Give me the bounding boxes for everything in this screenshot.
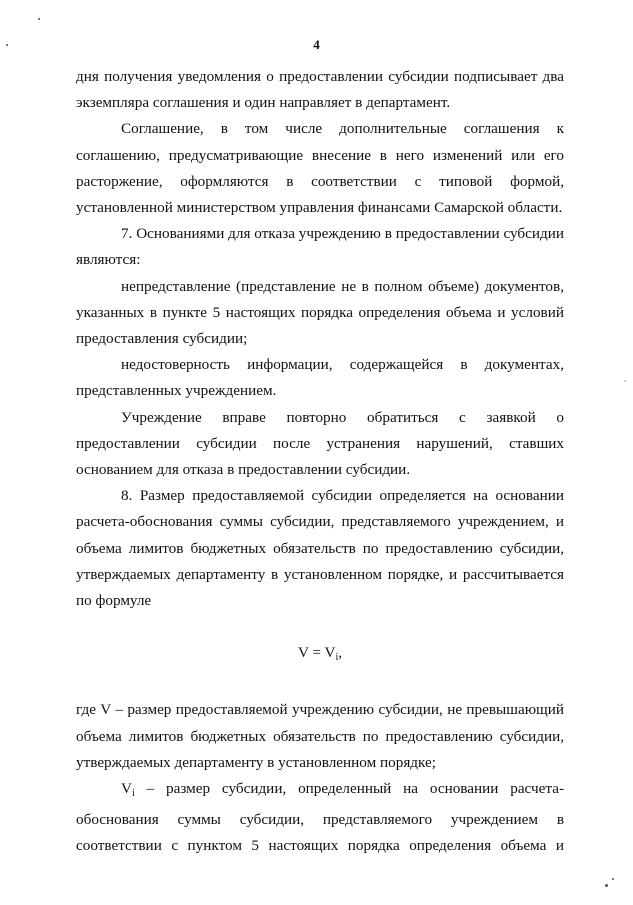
text-line: Соглашение, в том числе дополнительные соглашения к	[121, 120, 564, 138]
paragraph-agreement	[76, 116, 564, 221]
paragraph-nonsubmission	[76, 274, 564, 353]
document-body	[76, 64, 564, 860]
text-line: соглашению, предусматривающие внесение в него изменений или его	[76, 146, 564, 164]
scan-speck	[612, 878, 614, 880]
text-line: утверждаемых департаменту в установленном порядке;	[76, 753, 436, 771]
text-line: по формуле	[76, 592, 152, 610]
text-line: объема лимитов бюджетных обязательств по предоставлению субсидии,	[76, 727, 564, 745]
text-line: дня получения уведомления о предоставлении субсидии подписывает два	[76, 68, 564, 85]
text-line: расторжение, оформляются в соответствии с типовой формой,	[76, 172, 564, 190]
paragraph-7	[76, 221, 564, 273]
scan-speck	[605, 884, 608, 887]
text-line: установленной министерством управления финансами Самарской области.	[76, 199, 563, 217]
scan-speck	[38, 18, 40, 20]
text-line: 7. Основаниями для отказа учреждению в предоставлении субсидии	[121, 225, 564, 243]
paragraph-unreliability	[76, 352, 564, 404]
scan-speck	[6, 44, 8, 46]
text-line: непредставление (представление не в полном объеме) документов,	[121, 277, 564, 295]
text-line: утверждаемых департаменту в установленном порядке, и рассчитывается	[76, 565, 564, 583]
formula-lhs: V = V	[297, 644, 336, 662]
text-line: предоставления субсидии;	[76, 330, 248, 348]
formula	[76, 640, 564, 671]
paragraph-where-v	[76, 697, 564, 776]
paragraph-vi	[76, 776, 564, 860]
paragraph-continuation	[76, 64, 564, 116]
text-line: где V – размер предоставляемой учреждению субсидии, не превышающий	[76, 701, 564, 719]
vi-symbol-base: V	[121, 780, 132, 798]
text-line: указанных в пункте 5 настоящих порядка определения объема и условий	[76, 303, 564, 321]
spacer	[76, 671, 564, 697]
formula-subscript: i	[335, 652, 339, 664]
paragraph-8	[76, 483, 564, 614]
vi-symbol-subscript: i	[131, 788, 135, 800]
text-line: обоснования суммы субсидии, представляемого учреждением в	[76, 811, 564, 829]
text-line: Учреждение вправе повторно обратиться с заявкой о	[121, 408, 564, 426]
text-line: экземпляра соглашения и один направляет в департамент.	[76, 94, 451, 112]
text-line: предоставлении субсидии после устранения нарушений, ставших	[76, 434, 564, 452]
text-line: объема лимитов бюджетных обязательств по предоставлению субсидии,	[76, 539, 564, 557]
spacer	[76, 614, 564, 640]
text-line: основанием для отказа в предоставлении субсидии.	[76, 461, 411, 479]
formula-tail: ,	[338, 644, 343, 662]
page-number: 4	[313, 37, 320, 52]
text-line: представленных учреждением.	[76, 382, 277, 400]
text-line: являются:	[76, 251, 141, 269]
text-line: соответствии с пунктом 5 настоящих порядка определения объема и	[76, 837, 564, 855]
vi-line-text: – размер субсидии, определенный на основании расчета-	[146, 780, 564, 798]
text-line: недостоверность информации, содержащейся в документах,	[121, 356, 564, 374]
text-line	[76, 776, 564, 807]
scan-speck	[624, 380, 626, 382]
paragraph-reapply	[76, 405, 564, 484]
text-line: 8. Размер предоставляемой субсидии определяется на основании	[121, 487, 564, 505]
text-line: расчета-обоснования суммы субсидии, представляемого учреждением, и	[76, 513, 564, 531]
